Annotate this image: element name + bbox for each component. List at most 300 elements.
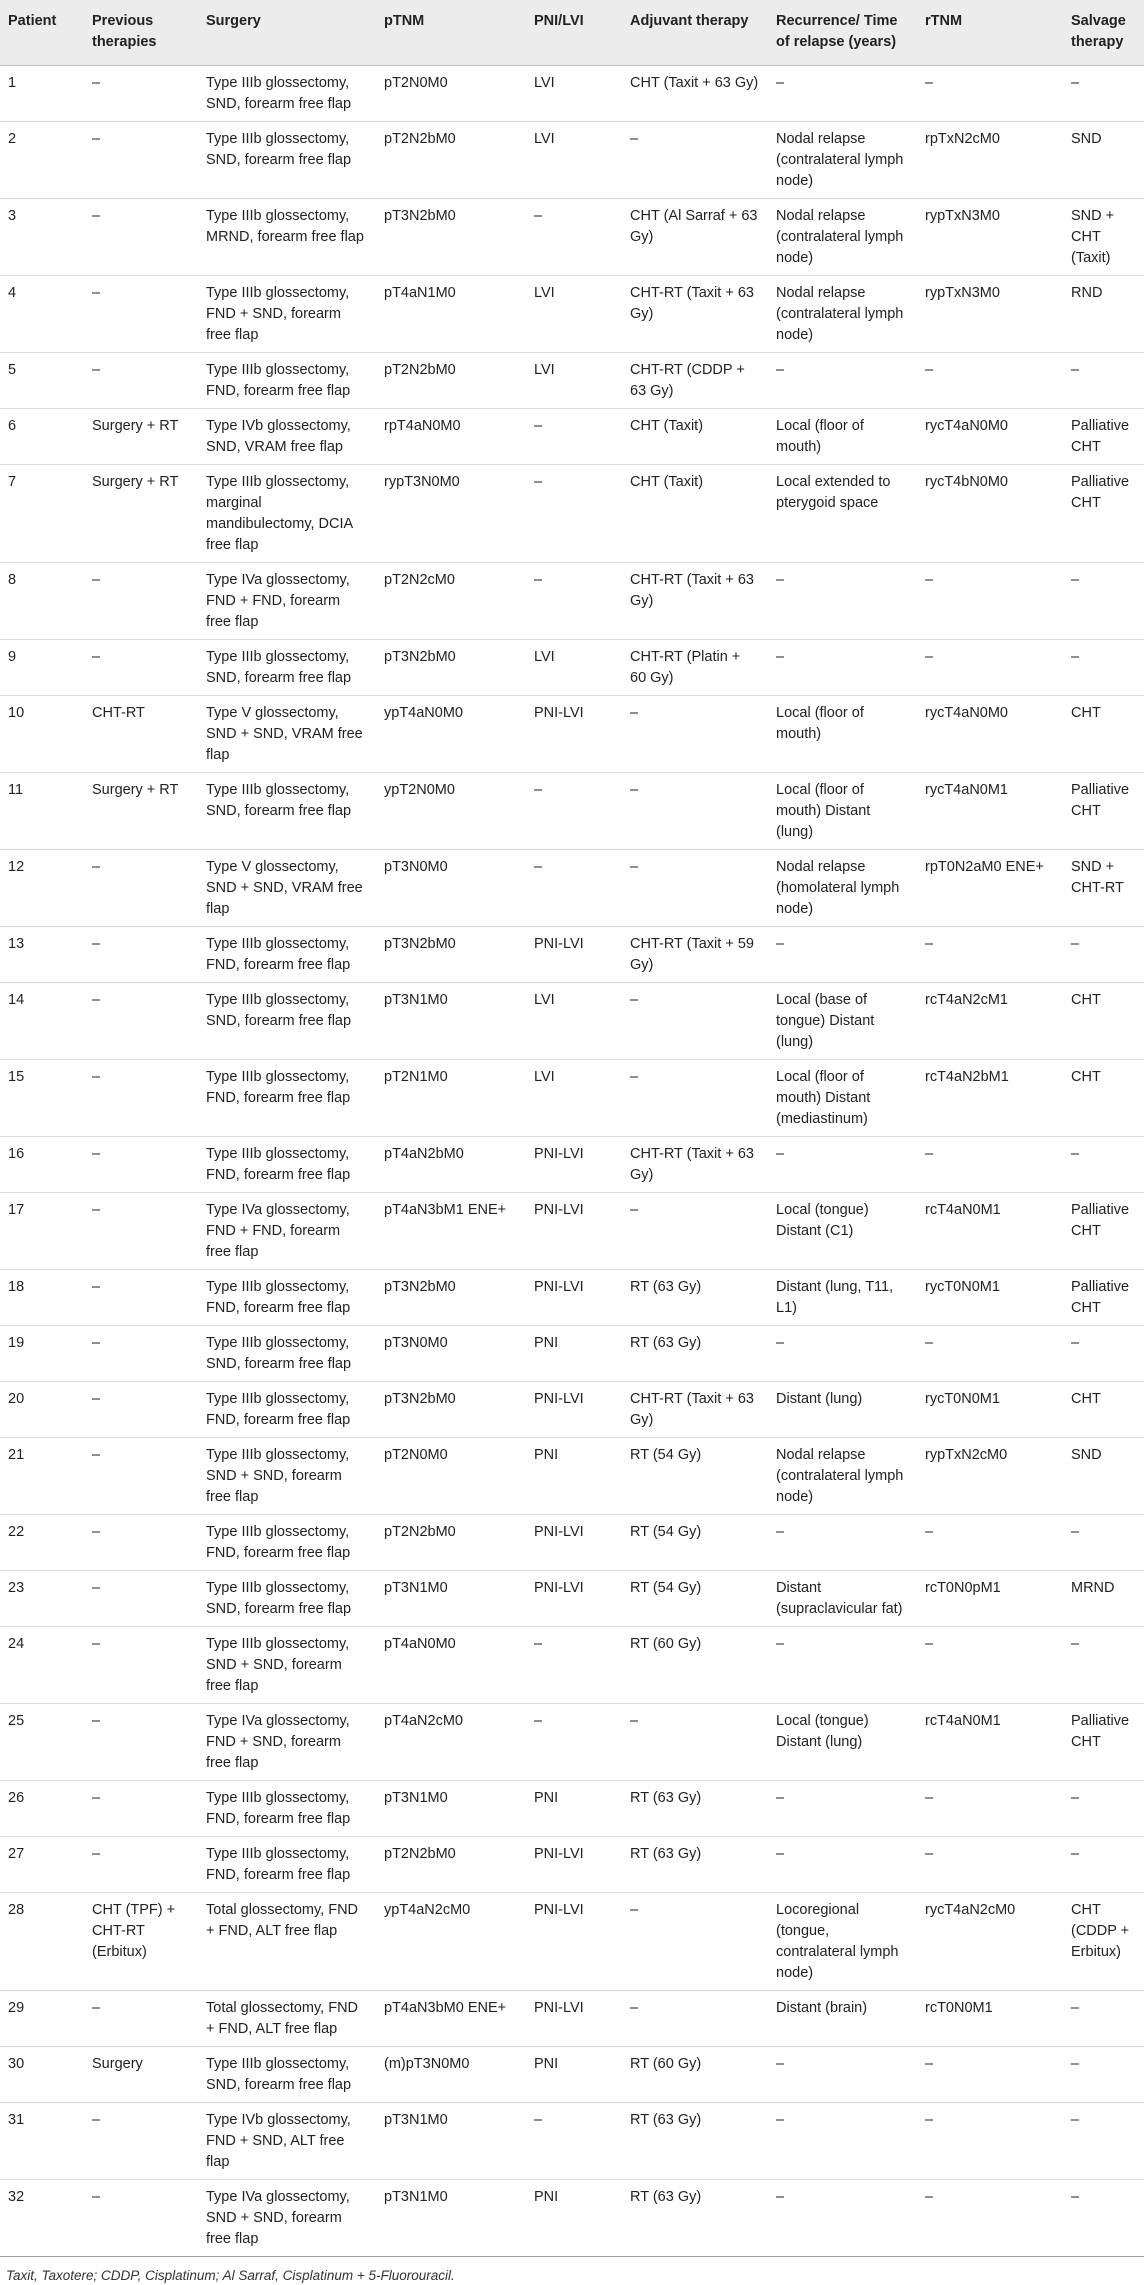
table-cell: Palliative CHT xyxy=(1063,773,1144,850)
table-cell: rypTxN3M0 xyxy=(917,199,1063,276)
table-cell: RT (54 Gy) xyxy=(622,1515,768,1571)
table-cell: 14 xyxy=(0,983,84,1060)
table-cell: Distant (lung, T11, L1) xyxy=(768,1270,917,1326)
table-cell: PNI-LVI xyxy=(526,1382,622,1438)
table-cell: Type IIIb glossectomy, FND, forearm free flap xyxy=(198,1060,376,1137)
table-row xyxy=(0,353,1144,409)
table-cell: – xyxy=(1063,1837,1144,1893)
table-cell: 11 xyxy=(0,773,84,850)
table-cell: RT (63 Gy) xyxy=(622,1270,768,1326)
table-cell: – xyxy=(917,1837,1063,1893)
table-cell: LVI xyxy=(526,66,622,122)
table-cell: PNI xyxy=(526,2180,622,2257)
table-cell: – xyxy=(84,563,198,640)
table-cell: (m)pT3N0M0 xyxy=(376,2047,526,2103)
table-cell: – xyxy=(84,353,198,409)
table-row xyxy=(0,1438,1144,1515)
table-cell: 32 xyxy=(0,2180,84,2257)
table-cell: pT3N2bM0 xyxy=(376,640,526,696)
table-cell: – xyxy=(1063,1781,1144,1837)
table-cell: – xyxy=(84,983,198,1060)
table-cell: – xyxy=(917,1781,1063,1837)
table-cell: Type IIIb glossectomy, FND, forearm free flap xyxy=(198,927,376,983)
table-cell: – xyxy=(84,199,198,276)
table-cell: – xyxy=(84,850,198,927)
table-cell: 4 xyxy=(0,276,84,353)
table-cell: 18 xyxy=(0,1270,84,1326)
table-cell: – xyxy=(1063,563,1144,640)
table-cell: Nodal relapse (contralateral lymph node) xyxy=(768,199,917,276)
table-cell: Local (floor of mouth) Distant (lung) xyxy=(768,773,917,850)
column-header: Recurrence/ Time of relapse (years) xyxy=(768,0,917,66)
table-cell: 9 xyxy=(0,640,84,696)
table-cell: rcT4aN0M1 xyxy=(917,1704,1063,1781)
table-cell: – xyxy=(917,1627,1063,1704)
table-cell: pT4aN1M0 xyxy=(376,276,526,353)
table-cell: pT3N2bM0 xyxy=(376,199,526,276)
table-cell: Local extended to pterygoid space xyxy=(768,465,917,563)
table-cell: – xyxy=(84,122,198,199)
table-cell: ypT4aN0M0 xyxy=(376,696,526,773)
table-cell: – xyxy=(1063,1627,1144,1704)
table-row xyxy=(0,563,1144,640)
table-cell: rypT3N0M0 xyxy=(376,465,526,563)
column-header: PNI/LVI xyxy=(526,0,622,66)
table-cell: 28 xyxy=(0,1893,84,1991)
table-cell: SND + CHT-RT xyxy=(1063,850,1144,927)
table-cell: pT2N0M0 xyxy=(376,66,526,122)
table-cell: – xyxy=(768,1627,917,1704)
table-cell: 21 xyxy=(0,1438,84,1515)
table-cell: CHT xyxy=(1063,1382,1144,1438)
table-cell: 19 xyxy=(0,1326,84,1382)
table-cell: – xyxy=(84,1060,198,1137)
table-row xyxy=(0,199,1144,276)
table-cell: CHT-RT (Taxit + 63 Gy) xyxy=(622,1137,768,1193)
table-cell: CHT (TPF) + CHT-RT (Erbitux) xyxy=(84,1893,198,1991)
table-cell: PNI-LVI xyxy=(526,1137,622,1193)
table-cell: PNI xyxy=(526,1781,622,1837)
table-cell: rycT0N0M1 xyxy=(917,1382,1063,1438)
table-cell: PNI-LVI xyxy=(526,1515,622,1571)
table-cell: – xyxy=(84,1571,198,1627)
table-cell: Type IIIb glossectomy, FND, forearm free flap xyxy=(198,1382,376,1438)
table-cell: Type IVa glossectomy, SND + SND, forearm free flap xyxy=(198,2180,376,2257)
table-cell: Type IIIb glossectomy, SND + SND, forearm free flap xyxy=(198,1438,376,1515)
table-cell: pT4aN3bM1 ENE+ xyxy=(376,1193,526,1270)
table-cell: 10 xyxy=(0,696,84,773)
table-cell: CHT (Taxit + 63 Gy) xyxy=(622,66,768,122)
table-cell: – xyxy=(917,353,1063,409)
table-cell: Type IIIb glossectomy, SND + SND, forearm free flap xyxy=(198,1627,376,1704)
table-cell: pT3N1M0 xyxy=(376,2180,526,2257)
table-cell: – xyxy=(1063,1326,1144,1382)
table-cell: Surgery xyxy=(84,2047,198,2103)
table-cell: 12 xyxy=(0,850,84,927)
table-cell: PNI-LVI xyxy=(526,1893,622,1991)
table-cell: – xyxy=(622,1704,768,1781)
table-cell: Local (floor of mouth) xyxy=(768,696,917,773)
table-cell: 29 xyxy=(0,1991,84,2047)
table-cell: CHT (CDDP + Erbitux) xyxy=(1063,1893,1144,1991)
table-cell: Distant (supraclavicular fat) xyxy=(768,1571,917,1627)
header-row xyxy=(0,0,1144,66)
table-row xyxy=(0,1991,1144,2047)
table-cell: – xyxy=(768,1515,917,1571)
table-cell: – xyxy=(1063,640,1144,696)
table-cell: 8 xyxy=(0,563,84,640)
table-cell: – xyxy=(84,927,198,983)
table-row xyxy=(0,1627,1144,1704)
table-cell: RT (63 Gy) xyxy=(622,2180,768,2257)
table-cell: pT2N2bM0 xyxy=(376,1837,526,1893)
table-cell: Type IIIb glossectomy, SND, forearm free flap xyxy=(198,640,376,696)
table-cell: pT2N1M0 xyxy=(376,1060,526,1137)
table-cell: pT4aN2cM0 xyxy=(376,1704,526,1781)
table-cell: 7 xyxy=(0,465,84,563)
table-cell: MRND xyxy=(1063,1571,1144,1627)
table-row xyxy=(0,1137,1144,1193)
table-cell: 13 xyxy=(0,927,84,983)
table-body xyxy=(0,66,1144,2257)
table-cell: – xyxy=(917,66,1063,122)
table-row xyxy=(0,276,1144,353)
table-cell: rpTxN2cM0 xyxy=(917,122,1063,199)
table-cell: – xyxy=(768,1137,917,1193)
table-cell: pT2N0M0 xyxy=(376,1438,526,1515)
table-row xyxy=(0,640,1144,696)
table-cell: rycT4aN2cM0 xyxy=(917,1893,1063,1991)
table-row xyxy=(0,1326,1144,1382)
table-cell: 22 xyxy=(0,1515,84,1571)
table-cell: Local (tongue) Distant (C1) xyxy=(768,1193,917,1270)
column-header: Patient xyxy=(0,0,84,66)
table-cell: – xyxy=(526,465,622,563)
table-cell: PNI xyxy=(526,1438,622,1515)
table-cell: – xyxy=(84,1137,198,1193)
table-cell: – xyxy=(84,1781,198,1837)
table-cell: – xyxy=(622,850,768,927)
table-cell: – xyxy=(622,983,768,1060)
table-cell: – xyxy=(84,1991,198,2047)
table-cell: RT (63 Gy) xyxy=(622,1326,768,1382)
table-cell: Type IIIb glossectomy, SND, forearm free flap xyxy=(198,2047,376,2103)
table-cell: Type IVb glossectomy, FND + SND, ALT free flap xyxy=(198,2103,376,2180)
table-cell: 30 xyxy=(0,2047,84,2103)
table-cell: – xyxy=(917,927,1063,983)
table-cell: SND xyxy=(1063,1438,1144,1515)
table-cell: – xyxy=(1063,927,1144,983)
table-cell: Surgery + RT xyxy=(84,773,198,850)
table-cell: – xyxy=(84,1704,198,1781)
table-cell: CHT-RT (Taxit + 63 Gy) xyxy=(622,563,768,640)
table-cell: LVI xyxy=(526,1060,622,1137)
table-cell: Surgery + RT xyxy=(84,409,198,465)
table-cell: LVI xyxy=(526,983,622,1060)
table-cell: – xyxy=(768,640,917,696)
table-cell: – xyxy=(526,199,622,276)
table-cell: CHT-RT (CDDP + 63 Gy) xyxy=(622,353,768,409)
table-cell: 31 xyxy=(0,2103,84,2180)
table-cell: – xyxy=(84,1270,198,1326)
table-cell: – xyxy=(917,1137,1063,1193)
table-cell: CHT (Al Sarraf + 63 Gy) xyxy=(622,199,768,276)
table-cell: rcT4aN2cM1 xyxy=(917,983,1063,1060)
table-cell: PNI-LVI xyxy=(526,1837,622,1893)
table-cell: – xyxy=(526,773,622,850)
table-cell: pT2N2bM0 xyxy=(376,353,526,409)
table-cell: Type IIIb glossectomy, FND, forearm free flap xyxy=(198,1515,376,1571)
table-cell: rycT4aN0M1 xyxy=(917,773,1063,850)
table-cell: PNI xyxy=(526,1326,622,1382)
table-row xyxy=(0,409,1144,465)
table-cell: RT (63 Gy) xyxy=(622,1781,768,1837)
table-row xyxy=(0,983,1144,1060)
table-cell: Type V glossectomy, SND + SND, VRAM free flap xyxy=(198,696,376,773)
table-cell: ypT4aN2cM0 xyxy=(376,1893,526,1991)
table-cell: – xyxy=(768,1326,917,1382)
table-row xyxy=(0,850,1144,927)
table-cell: 23 xyxy=(0,1571,84,1627)
column-header: Adjuvant therapy xyxy=(622,0,768,66)
table-cell: Type IIIb glossectomy, marginal mandibulectomy, DCIA free flap xyxy=(198,465,376,563)
table-cell: Type IIIb glossectomy, FND, forearm free flap xyxy=(198,1137,376,1193)
table-cell: 26 xyxy=(0,1781,84,1837)
table-cell: – xyxy=(84,1326,198,1382)
table-cell: PNI xyxy=(526,2047,622,2103)
table-cell: rcT4aN0M1 xyxy=(917,1193,1063,1270)
table-cell: pT3N0M0 xyxy=(376,1326,526,1382)
table-row xyxy=(0,2103,1144,2180)
table-cell: – xyxy=(622,696,768,773)
table-cell: pT2N2bM0 xyxy=(376,1515,526,1571)
table-cell: Nodal relapse (contralateral lymph node) xyxy=(768,276,917,353)
table-cell: pT3N1M0 xyxy=(376,983,526,1060)
table-cell: rycT4aN0M0 xyxy=(917,409,1063,465)
table-cell: Type IIIb glossectomy, SND, forearm free flap xyxy=(198,1571,376,1627)
column-header: Salvage therapy xyxy=(1063,0,1144,66)
table-cell: – xyxy=(768,2047,917,2103)
table-cell: PNI-LVI xyxy=(526,927,622,983)
table-row xyxy=(0,1382,1144,1438)
table-cell: RT (60 Gy) xyxy=(622,1627,768,1704)
table-cell: – xyxy=(622,1060,768,1137)
table-cell: – xyxy=(526,850,622,927)
table-row xyxy=(0,1837,1144,1893)
table-cell: 15 xyxy=(0,1060,84,1137)
table-cell: – xyxy=(1063,1991,1144,2047)
table-cell: rycT0N0M1 xyxy=(917,1270,1063,1326)
table-cell: – xyxy=(917,1515,1063,1571)
table-cell: Local (floor of mouth) Distant (mediastinum) xyxy=(768,1060,917,1137)
table-cell: Type IIIb glossectomy, SND, forearm free flap xyxy=(198,983,376,1060)
table-cell: Type IVa glossectomy, FND + FND, forearm free flap xyxy=(198,1193,376,1270)
table-row xyxy=(0,1060,1144,1137)
table-cell: Distant (lung) xyxy=(768,1382,917,1438)
table-cell: 2 xyxy=(0,122,84,199)
table-cell: Distant (brain) xyxy=(768,1991,917,2047)
table-cell: – xyxy=(526,1704,622,1781)
table-cell: – xyxy=(84,1382,198,1438)
table-cell: CHT-RT xyxy=(84,696,198,773)
table-cell: – xyxy=(84,2180,198,2257)
table-cell: SND + CHT (Taxit) xyxy=(1063,199,1144,276)
table-row xyxy=(0,2180,1144,2257)
table-cell: CHT-RT (Platin + 60 Gy) xyxy=(622,640,768,696)
table-cell: rpT4aN0M0 xyxy=(376,409,526,465)
table-cell: Local (tongue) Distant (lung) xyxy=(768,1704,917,1781)
table-cell: Local (base of tongue) Distant (lung) xyxy=(768,983,917,1060)
table-cell: – xyxy=(917,1326,1063,1382)
table-cell: pT3N1M0 xyxy=(376,1571,526,1627)
table-cell: – xyxy=(84,1193,198,1270)
column-header: pTNM xyxy=(376,0,526,66)
table-cell: Palliative CHT xyxy=(1063,1704,1144,1781)
table-cell: pT4aN2bM0 xyxy=(376,1137,526,1193)
table-cell: – xyxy=(84,1627,198,1704)
table-cell: PNI-LVI xyxy=(526,1571,622,1627)
table-footnote: Taxit, Taxotere; CDDP, Cisplatinum; Al Sarraf, Cisplatinum + 5-Fluorouracil. xyxy=(6,2268,455,2283)
table-cell: pT3N2bM0 xyxy=(376,1270,526,1326)
table-cell: pT3N1M0 xyxy=(376,1781,526,1837)
table-cell: CHT xyxy=(1063,696,1144,773)
table-cell: rycT4bN0M0 xyxy=(917,465,1063,563)
column-header: rTNM xyxy=(917,0,1063,66)
table-cell: – xyxy=(84,1438,198,1515)
table-cell: – xyxy=(84,276,198,353)
table-cell: RT (54 Gy) xyxy=(622,1438,768,1515)
table-cell: Nodal relapse (contralateral lymph node) xyxy=(768,122,917,199)
table-cell: – xyxy=(768,1781,917,1837)
column-header: Previous therapies xyxy=(84,0,198,66)
table-cell: rypTxN3M0 xyxy=(917,276,1063,353)
table-cell: CHT (Taxit) xyxy=(622,465,768,563)
table-row xyxy=(0,1270,1144,1326)
table-cell: pT3N2bM0 xyxy=(376,1382,526,1438)
table-cell: SND xyxy=(1063,122,1144,199)
table-cell: – xyxy=(768,1837,917,1893)
table-cell: Type IIIb glossectomy, SND, forearm free flap xyxy=(198,122,376,199)
table-cell: – xyxy=(768,2103,917,2180)
table-cell: – xyxy=(84,2103,198,2180)
table-cell: – xyxy=(768,563,917,640)
table-cell: 24 xyxy=(0,1627,84,1704)
table-cell: 3 xyxy=(0,199,84,276)
table-cell: – xyxy=(1063,353,1144,409)
table-cell: rcT4aN2bM1 xyxy=(917,1060,1063,1137)
table-cell: CHT xyxy=(1063,983,1144,1060)
table-cell: – xyxy=(622,773,768,850)
table-row xyxy=(0,66,1144,122)
table-row xyxy=(0,2047,1144,2103)
table-cell: 17 xyxy=(0,1193,84,1270)
table-row xyxy=(0,1515,1144,1571)
table-cell: – xyxy=(84,640,198,696)
table-cell: – xyxy=(1063,1137,1144,1193)
table-cell: 5 xyxy=(0,353,84,409)
table-cell: – xyxy=(84,1515,198,1571)
table-cell: – xyxy=(622,1193,768,1270)
table-cell: Palliative CHT xyxy=(1063,1193,1144,1270)
table-cell: Type IIIb glossectomy, SND, forearm free flap xyxy=(198,1326,376,1382)
table-row xyxy=(0,465,1144,563)
table-cell: Palliative CHT xyxy=(1063,465,1144,563)
table-cell: CHT xyxy=(1063,1060,1144,1137)
table-cell: RT (60 Gy) xyxy=(622,2047,768,2103)
table-cell: ypT2N0M0 xyxy=(376,773,526,850)
table-cell: rycT4aN0M0 xyxy=(917,696,1063,773)
table-cell: Type IIIb glossectomy, FND, forearm free flap xyxy=(198,1837,376,1893)
column-header: Surgery xyxy=(198,0,376,66)
table-cell: pT4aN0M0 xyxy=(376,1627,526,1704)
table-cell: Type IIIb glossectomy, SND, forearm free flap xyxy=(198,66,376,122)
table-cell: – xyxy=(1063,2047,1144,2103)
table-cell: pT3N0M0 xyxy=(376,850,526,927)
table-cell: – xyxy=(917,2103,1063,2180)
table-cell: LVI xyxy=(526,640,622,696)
table-cell: – xyxy=(84,66,198,122)
table-cell: – xyxy=(768,353,917,409)
table-cell: Type IIIb glossectomy, MRND, forearm free flap xyxy=(198,199,376,276)
table-cell: Type IVa glossectomy, FND + FND, forearm free flap xyxy=(198,563,376,640)
table-cell: Surgery + RT xyxy=(84,465,198,563)
table-cell: pT3N2bM0 xyxy=(376,927,526,983)
table-cell: RND xyxy=(1063,276,1144,353)
table-cell: Type IIIb glossectomy, FND, forearm free flap xyxy=(198,353,376,409)
table-cell: – xyxy=(1063,2103,1144,2180)
table-cell: – xyxy=(526,563,622,640)
table-cell: Type IVb glossectomy, SND, VRAM free flap xyxy=(198,409,376,465)
table-cell: Type V glossectomy, SND + SND, VRAM free flap xyxy=(198,850,376,927)
table-cell: PNI-LVI xyxy=(526,1270,622,1326)
table-header xyxy=(0,0,1144,66)
table-cell: pT3N1M0 xyxy=(376,2103,526,2180)
table-cell: 16 xyxy=(0,1137,84,1193)
table-cell: PNI-LVI xyxy=(526,1193,622,1270)
table-cell: LVI xyxy=(526,353,622,409)
table-cell: – xyxy=(526,1627,622,1704)
table-cell: Type IIIb glossectomy, FND, forearm free flap xyxy=(198,1270,376,1326)
table-cell: PNI-LVI xyxy=(526,1991,622,2047)
table-cell: – xyxy=(917,563,1063,640)
table-cell: pT4aN3bM0 ENE+ xyxy=(376,1991,526,2047)
table-cell: – xyxy=(1063,2180,1144,2257)
table-cell: Total glossectomy, FND + FND, ALT free flap xyxy=(198,1893,376,1991)
table-cell: RT (54 Gy) xyxy=(622,1571,768,1627)
table-cell: Palliative CHT xyxy=(1063,1270,1144,1326)
table-cell: 6 xyxy=(0,409,84,465)
table-cell: Type IIIb glossectomy, FND, forearm free flap xyxy=(198,1781,376,1837)
table-cell: Total glossectomy, FND + FND, ALT free flap xyxy=(198,1991,376,2047)
table-cell: – xyxy=(768,927,917,983)
table-cell: – xyxy=(622,1991,768,2047)
table-cell: – xyxy=(917,2180,1063,2257)
table-cell: – xyxy=(1063,1515,1144,1571)
table-cell: LVI xyxy=(526,122,622,199)
table-row xyxy=(0,696,1144,773)
table-cell: Nodal relapse (homolateral lymph node) xyxy=(768,850,917,927)
table-cell: pT2N2cM0 xyxy=(376,563,526,640)
table-cell: 20 xyxy=(0,1382,84,1438)
table-row xyxy=(0,927,1144,983)
table-cell: Type IIIb glossectomy, FND + SND, forearm free flap xyxy=(198,276,376,353)
table-cell: PNI-LVI xyxy=(526,696,622,773)
table-cell: – xyxy=(622,1893,768,1991)
table-cell: 27 xyxy=(0,1837,84,1893)
table-cell: Type IVa glossectomy, FND + SND, forearm free flap xyxy=(198,1704,376,1781)
table-cell: – xyxy=(622,122,768,199)
table-row xyxy=(0,122,1144,199)
